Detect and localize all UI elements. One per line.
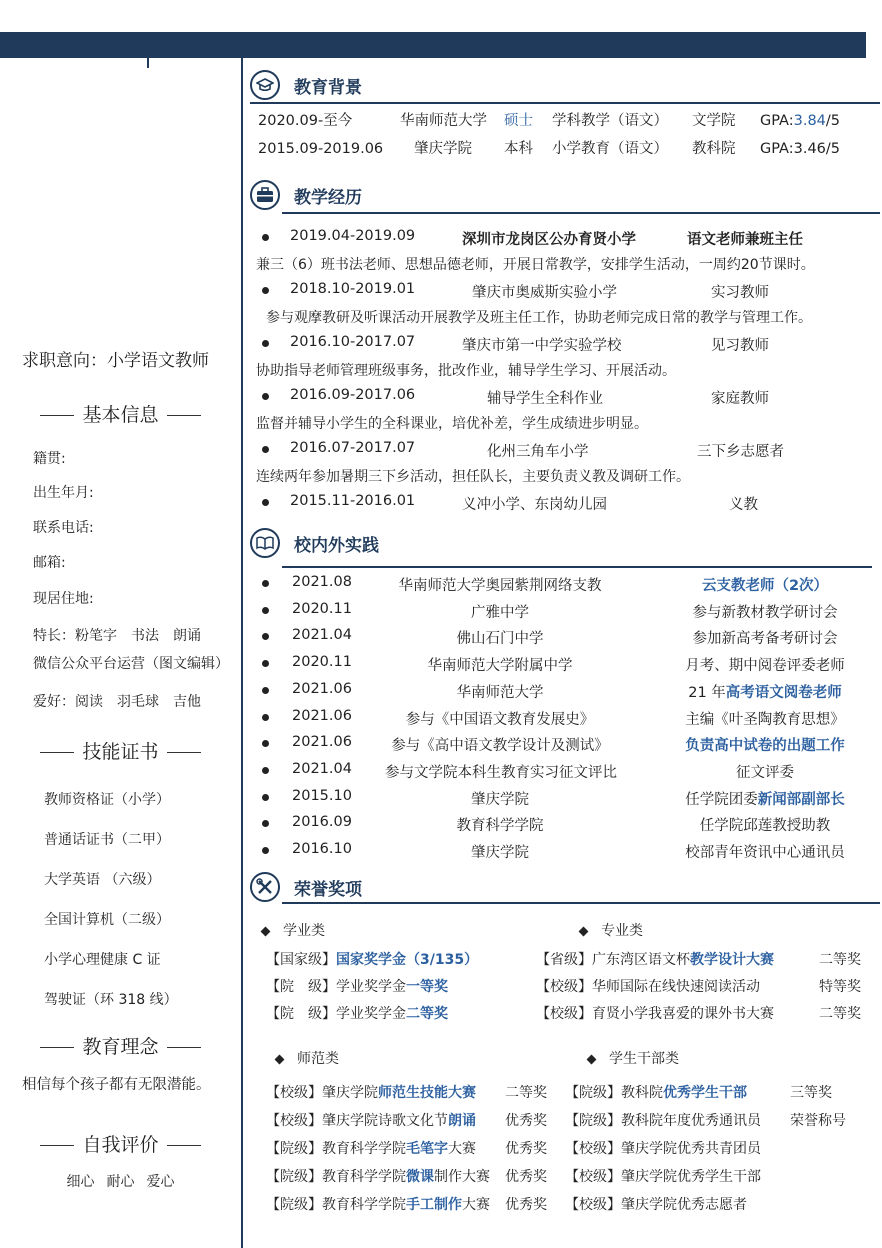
teaching-item-org: 深圳市龙岗区公办育贤小学 [462, 232, 636, 248]
field-phone: 联系电话: [33, 520, 94, 536]
education-section-header [250, 70, 362, 100]
skill-item: 普通话证书（二甲） [44, 832, 170, 848]
practice-title: 校内外实践 [294, 535, 379, 556]
honor-item: 【院级】教科院年度优秀通讯员 [565, 1113, 761, 1129]
field-email: 邮箱: [33, 555, 66, 571]
bullet [262, 660, 269, 667]
practice-item-event: 参与《中国语文教育发展史》 [405, 712, 595, 728]
practice-item-role: 21 年高考语文阅卷老师 [688, 685, 842, 701]
bullet [262, 499, 269, 506]
graduation-cap-icon [250, 70, 280, 100]
teaching-item-role: 见习教师 [711, 338, 769, 354]
honor-item: 【院级】教育科学学院毛笔字大赛 [266, 1141, 476, 1157]
field-birth: 出生年月: [33, 485, 94, 501]
practice-item-date: 2021.04 [292, 761, 352, 777]
education-row: 2015.09-2019.06 肇庆学院 本科 小学教育（语文） 教科院 GPA:3.46/5 [258, 141, 841, 157]
practice-item-event: 佛山石门中学 [456, 631, 544, 647]
practice-item-date: 2021.06 [292, 734, 352, 750]
practice-item-event: 华南师范大学附属中学 [427, 658, 573, 674]
honor-item: 【院级】教科院优秀学生干部 [565, 1085, 747, 1101]
skill-item: 大学英语 （六级） [44, 872, 161, 888]
teaching-item-date: 2016.10-2017.07 [290, 334, 416, 350]
practice-item-date: 2021.06 [292, 708, 352, 724]
teaching-item-date: 2016.07-2017.07 [290, 440, 416, 456]
honor-item: 【校级】肇庆学院优秀共青团员 [565, 1141, 761, 1157]
left-column [0, 0, 241, 1248]
bullet [262, 740, 269, 747]
practice-item-event: 肇庆学院 [471, 792, 529, 808]
bullet [262, 607, 269, 614]
job-objective: 求职意向：小学语文教师 [22, 351, 209, 371]
honor-category-major: 专业类 [580, 920, 643, 940]
honor-item: 【校级】育贤小学我喜爱的课外书大赛 [536, 1006, 774, 1022]
honor-item: 【校级】肇庆学院优秀学生干部 [565, 1169, 761, 1185]
honor-item: 【校级】肇庆学院师范生技能大赛 [266, 1085, 476, 1101]
teaching-item-role: 实习教师 [711, 285, 769, 301]
practice-item-date: 2015.10 [292, 788, 352, 804]
bullet [262, 633, 269, 640]
practice-item-date: 2020.11 [292, 654, 352, 670]
hobby-line: 爱好：阅读 羽毛球 吉他 [33, 694, 201, 710]
teaching-item-role: 家庭教师 [711, 391, 769, 407]
teaching-item-desc: 兼三（6）班书法老师、思想品德老师，开展日常教学，安排学生活动，一周约20节课时。 [256, 257, 815, 273]
practice-rule [282, 566, 872, 568]
teaching-item-desc: 参与观摩教研及听课活动开展教学及班主任工作，协助老师完成日常的教学与管理工作。 [266, 310, 812, 326]
teaching-item-desc: 协助指导老师管理班级事务，批改作业，辅导学生学习、开展活动。 [256, 363, 676, 379]
skills-heading: 技能证书 [0, 737, 241, 764]
honor-item: 【院级】教育科学学院微课制作大赛 [266, 1169, 490, 1185]
column-divider [241, 58, 243, 1248]
field-address: 现居住地: [33, 591, 94, 607]
teaching-section-header [250, 180, 362, 210]
practice-item-role: 校部青年资讯中心通讯员 [685, 845, 845, 861]
practice-item-role: 任学院邱莲教授助教 [699, 818, 831, 834]
field-hometown: 籍贯: [33, 451, 66, 467]
honor-item: 【校级】华师国际在线快速阅读活动 [536, 979, 760, 995]
bullet [262, 393, 269, 400]
philosophy-heading: 教育理念 [0, 1032, 241, 1059]
skill-item: 驾驶证（环 318 线） [44, 992, 178, 1008]
honor-category-cadre: 学生干部类 [588, 1048, 679, 1068]
self-eval-heading: 自我评价 [0, 1130, 241, 1157]
practice-item-role: 负责高中试卷的出题工作 [685, 738, 845, 754]
practice-item-role: 云支教老师（2次） [701, 578, 829, 594]
bullet [262, 714, 269, 721]
honor-item-level: 优秀奖 [505, 1169, 547, 1185]
bullet [262, 847, 269, 854]
practice-item-event: 教育科学学院 [456, 818, 544, 834]
practice-item-role: 参与新教材教学研讨会 [692, 605, 838, 621]
teaching-item-org: 肇庆市第一中学实验学校 [462, 338, 622, 354]
honors-section-header [250, 872, 362, 902]
briefcase-icon [250, 180, 280, 210]
skill-item: 全国计算机（二级） [44, 912, 170, 928]
education-title: 教育背景 [294, 77, 362, 98]
practice-item-role: 主编《叶圣陶教育思想》 [685, 712, 845, 728]
honor-item: 【院级】教育科学学院手工制作大赛 [266, 1197, 490, 1213]
teaching-item-org: 化州三角车小学 [487, 444, 589, 460]
skill-item: 小学心理健康 C 证 [44, 952, 161, 968]
practice-item-date: 2021.04 [292, 627, 352, 643]
honor-item-level: 二等奖 [819, 1006, 861, 1022]
honor-item: 【国家级】国家奖学金（3/135） [266, 952, 479, 968]
philosophy-text: 相信每个孩子都有无限潜能。 [22, 1077, 211, 1093]
teaching-item-date: 2016.09-2017.06 [290, 387, 416, 403]
teaching-item-org: 辅导学生全科作业 [487, 391, 603, 407]
bullet [262, 446, 269, 453]
self-eval-text: 细心 耐心 爱心 [66, 1174, 175, 1190]
teaching-rule [282, 212, 880, 214]
practice-section-header [250, 528, 379, 558]
tools-icon [250, 872, 280, 902]
practice-item-event: 肇庆学院 [471, 845, 529, 861]
teaching-item-org: 肇庆市奥威斯实验小学 [472, 285, 617, 301]
honor-item: 【省级】广东湾区语文杯教学设计大赛 [536, 952, 774, 968]
practice-item-role: 征文评委 [736, 765, 794, 781]
teaching-item-desc: 监督并辅导小学生的全科课业，培优补差，学生成绩进步明显。 [256, 416, 648, 432]
bullet [262, 794, 269, 801]
basic-info-heading: 基本信息 [0, 400, 241, 427]
teaching-item-date: 2015.11-2016.01 [290, 493, 416, 509]
honor-item-level: 优秀奖 [505, 1113, 547, 1129]
bullet [262, 687, 269, 694]
teaching-title: 教学经历 [294, 187, 362, 208]
teaching-item-date: 2018.10-2019.01 [290, 281, 416, 297]
bullet [262, 287, 269, 294]
honors-title: 荣誉奖项 [294, 879, 362, 900]
practice-item-date: 2021.08 [292, 574, 352, 590]
honor-item: 【校级】肇庆学院诗歌文化节朗诵 [266, 1113, 476, 1129]
practice-item-role: 月考、期中阅卷评委老师 [685, 658, 845, 674]
honor-item-level: 优秀奖 [505, 1197, 547, 1213]
bullet [262, 580, 269, 587]
honor-category-normal: 师范类 [276, 1048, 339, 1068]
practice-item-date: 2021.06 [292, 681, 352, 697]
honor-item-level: 三等奖 [790, 1085, 832, 1101]
specialty-line-2: 微信公众平台运营（图文编辑） [33, 656, 229, 672]
practice-item-event: 华南师范大学奥园紫荆网络支教 [398, 578, 602, 594]
practice-item-date: 2016.10 [292, 841, 352, 857]
teaching-item-date: 2019.04-2019.09 [290, 228, 416, 244]
honor-item: 【院 级】学业奖学金二等奖 [266, 1006, 448, 1022]
teaching-item-role: 义教 [729, 497, 758, 513]
honor-item-level: 优秀奖 [505, 1141, 547, 1157]
book-icon [250, 528, 280, 558]
honor-item-level: 荣誉称号 [790, 1113, 846, 1129]
practice-item-date: 2020.11 [292, 601, 352, 617]
practice-item-role: 参加新高考备考研讨会 [692, 631, 838, 647]
teaching-item-desc: 连续两年参加暑期三下乡活动，担任队长，主要负责义教及调研工作。 [256, 469, 690, 485]
specialty-line-1: 特长：粉笔字 书法 朗诵 [33, 628, 201, 644]
honor-category-academic: 学业类 [262, 920, 325, 940]
education-row: 2020.09-至今 华南师范大学 硕士 学科教学（语文） 文学院 GPA:3.84/5 [258, 113, 841, 129]
bullet [262, 340, 269, 347]
bullet [262, 767, 269, 774]
honor-item-level: 二等奖 [819, 952, 861, 968]
honor-item-level: 二等奖 [505, 1085, 547, 1101]
practice-item-date: 2016.09 [292, 814, 352, 830]
practice-item-event: 参与《高中语文教学设计及测试》 [391, 738, 609, 754]
practice-item-event: 华南师范大学 [456, 685, 544, 701]
honor-item: 【院 级】学业奖学金一等奖 [266, 979, 448, 995]
honors-rule [282, 902, 880, 904]
practice-item-role: 任学院团委新闻部副部长 [685, 792, 845, 808]
practice-item-event: 参与文学院本科生教育实习征文评比 [385, 765, 617, 781]
teaching-item-role: 三下乡志愿者 [697, 444, 784, 460]
practice-item-event: 广雅中学 [471, 605, 529, 621]
education-rule [250, 102, 880, 104]
honor-item-level: 特等奖 [819, 979, 861, 995]
bullet [262, 234, 269, 241]
honor-item: 【校级】肇庆学院优秀志愿者 [565, 1197, 747, 1213]
skill-item: 教师资格证（小学） [44, 792, 170, 808]
bullet [262, 820, 269, 827]
teaching-item-role: 语文老师兼班主任 [687, 232, 803, 248]
teaching-item-org: 义冲小学、东岗幼儿园 [462, 497, 607, 513]
